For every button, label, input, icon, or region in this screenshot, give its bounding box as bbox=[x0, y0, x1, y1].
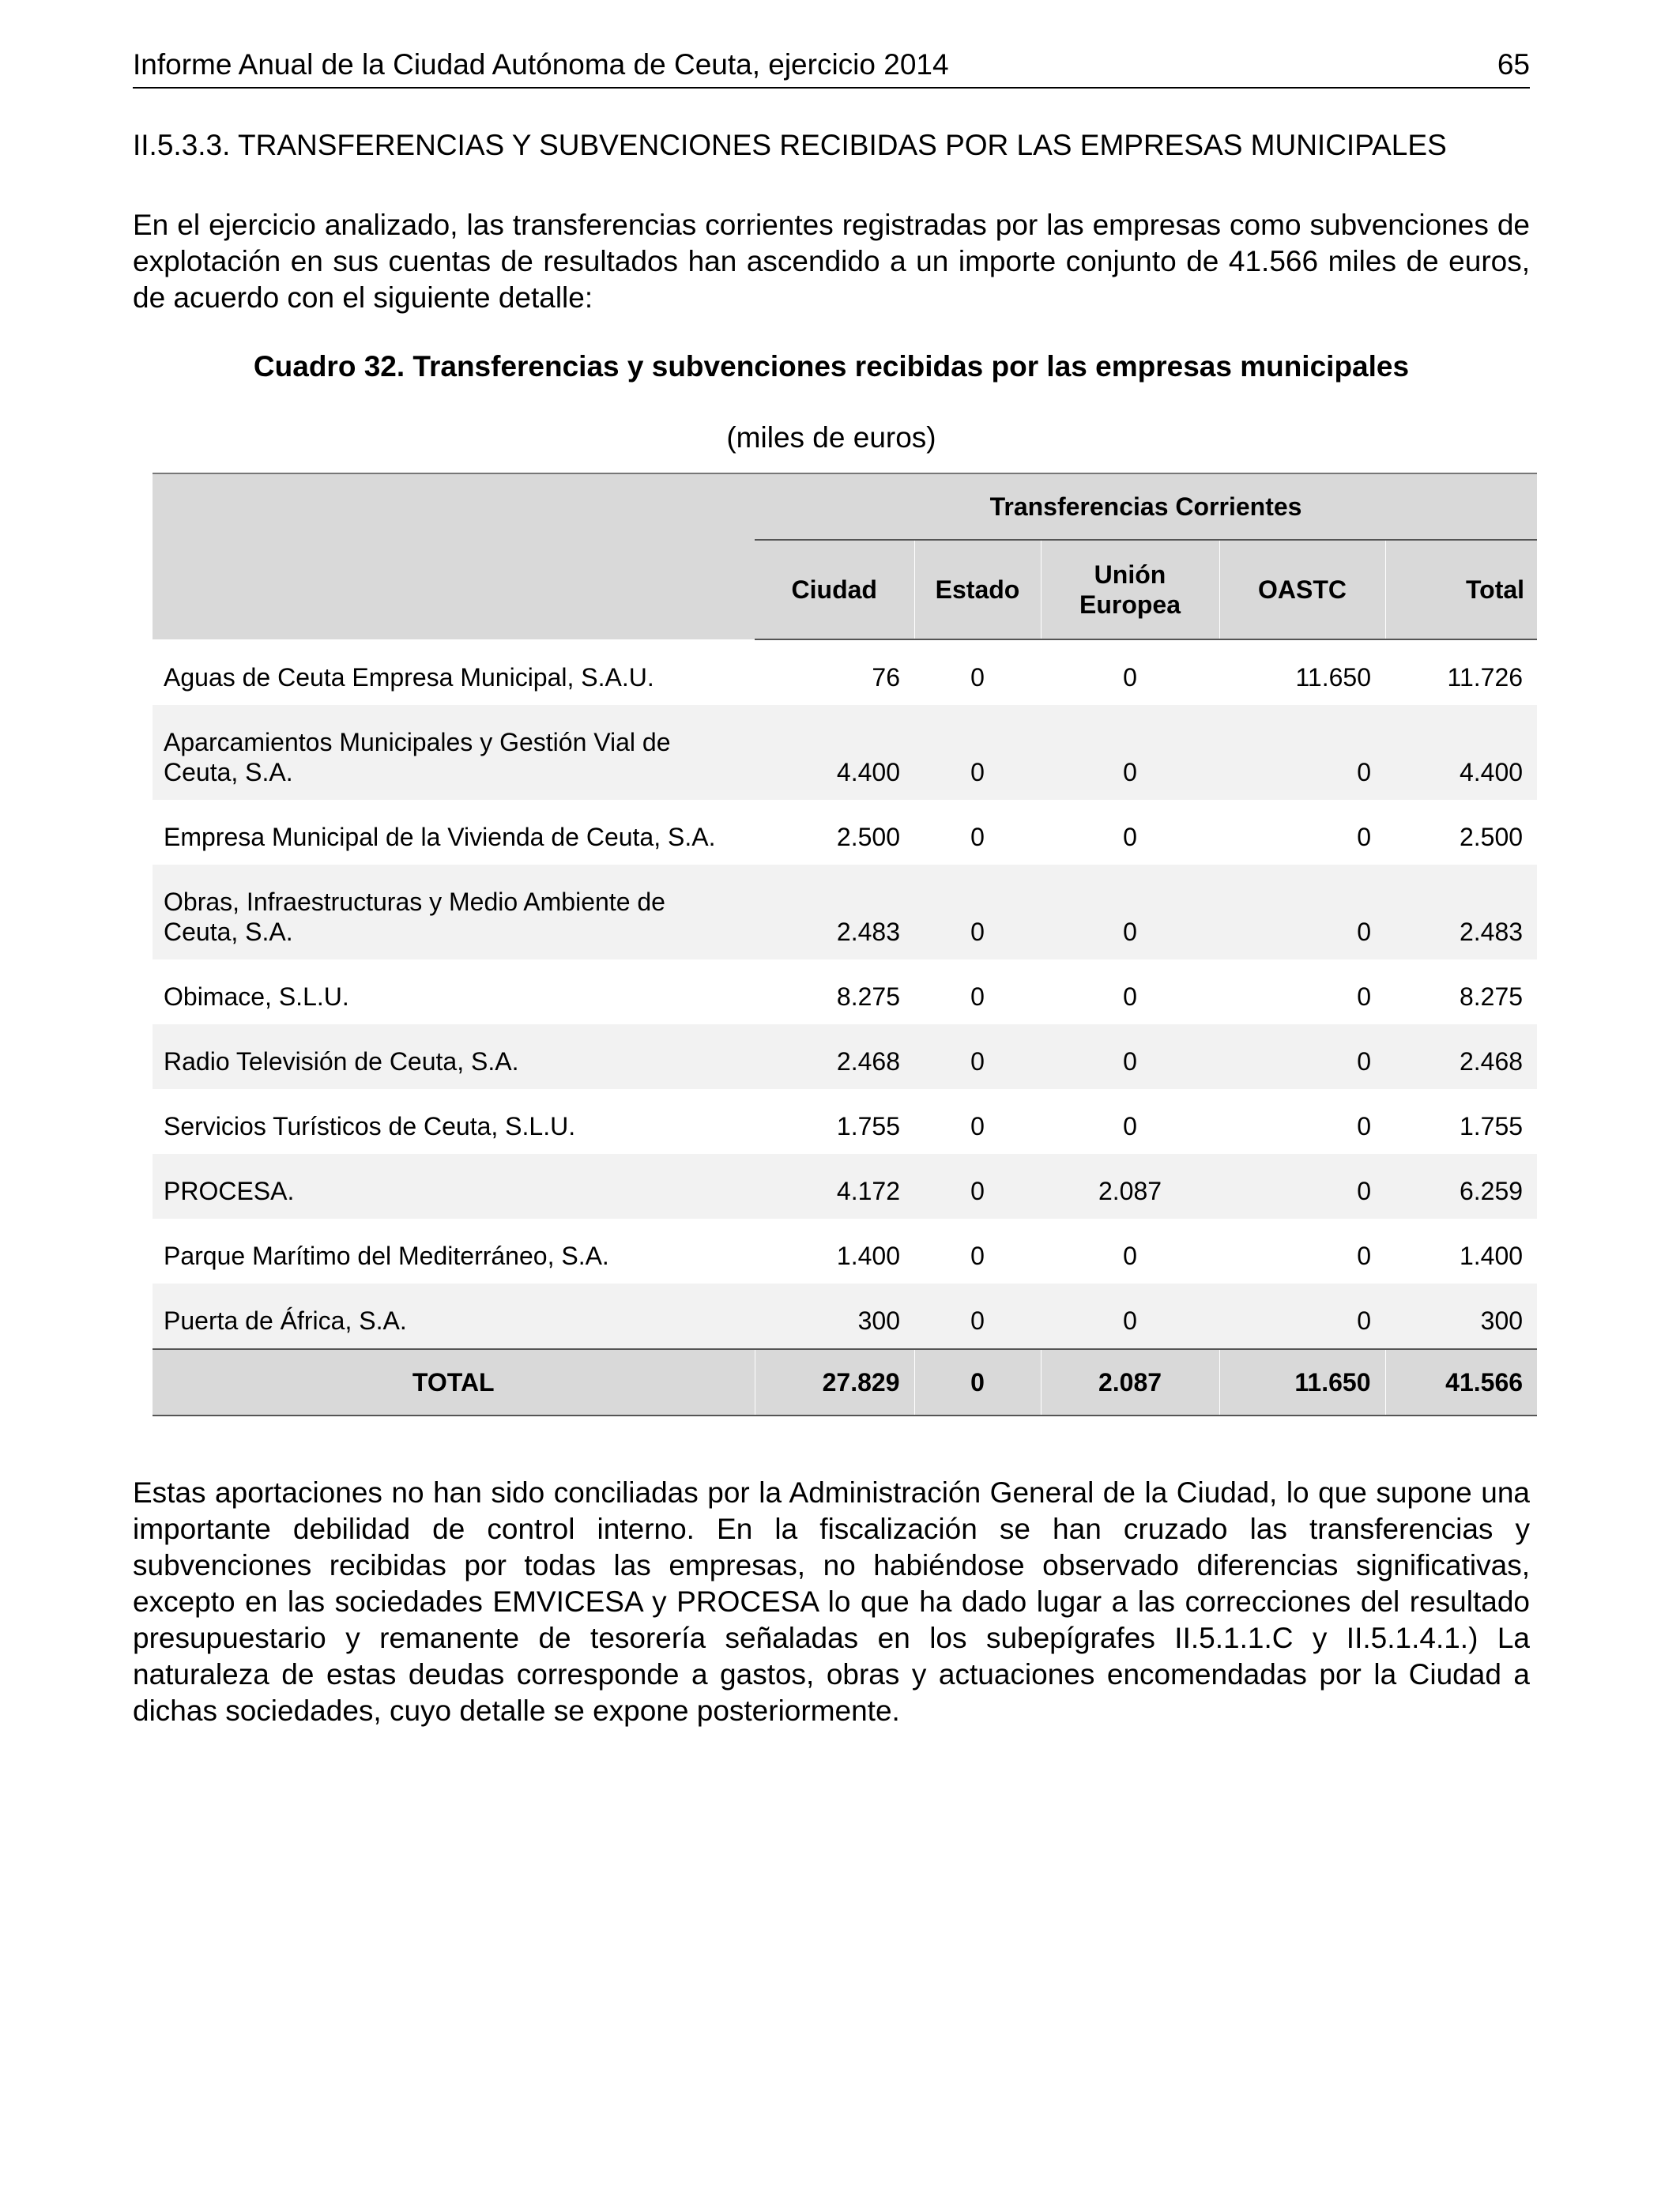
cell-ciudad: 4.400 bbox=[755, 705, 914, 800]
cell-ciudad: 2.468 bbox=[755, 1024, 914, 1089]
cell-oastc: 0 bbox=[1219, 1219, 1385, 1284]
table-caption: Cuadro 32. Transferencias y subvenciones recibidas por las empresas municipales bbox=[253, 350, 1410, 383]
cell-ciudad: 1.755 bbox=[755, 1089, 914, 1154]
table-row bbox=[153, 800, 1537, 865]
running-header bbox=[133, 46, 1530, 89]
cell-union-europea: 0 bbox=[1041, 639, 1219, 705]
cell-estado: 0 bbox=[914, 865, 1041, 959]
total-total: 41.566 bbox=[1385, 1349, 1537, 1416]
cell-oastc: 0 bbox=[1219, 1284, 1385, 1349]
table-row bbox=[153, 639, 1537, 705]
cell-estado: 0 bbox=[914, 1284, 1041, 1349]
row-name: PROCESA. bbox=[153, 1154, 755, 1219]
table-row bbox=[153, 1024, 1537, 1089]
table-row bbox=[153, 959, 1537, 1024]
total-label: TOTAL bbox=[153, 1349, 755, 1416]
cell-ciudad: 1.400 bbox=[755, 1219, 914, 1284]
cell-union-europea: 0 bbox=[1041, 705, 1219, 800]
transfers-table bbox=[153, 473, 1537, 1416]
column-header-ciudad: Ciudad bbox=[755, 540, 914, 639]
cell-ciudad: 2.483 bbox=[755, 865, 914, 959]
cell-union-europea: 0 bbox=[1041, 959, 1219, 1024]
cell-total: 2.468 bbox=[1385, 1024, 1537, 1089]
cell-oastc: 0 bbox=[1219, 800, 1385, 865]
cell-total: 1.400 bbox=[1385, 1219, 1537, 1284]
cell-oastc: 0 bbox=[1219, 1154, 1385, 1219]
column-header-oastc: OASTC bbox=[1219, 540, 1385, 639]
cell-total: 6.259 bbox=[1385, 1154, 1537, 1219]
row-name: Servicios Turísticos de Ceuta, S.L.U. bbox=[153, 1089, 755, 1154]
row-name: Aguas de Ceuta Empresa Municipal, S.A.U. bbox=[153, 639, 755, 705]
row-name: Obimace, S.L.U. bbox=[153, 959, 755, 1024]
cell-union-europea: 0 bbox=[1041, 1024, 1219, 1089]
cell-union-europea: 0 bbox=[1041, 800, 1219, 865]
cell-oastc: 11.650 bbox=[1219, 639, 1385, 705]
cell-estado: 0 bbox=[914, 1089, 1041, 1154]
table-row bbox=[153, 705, 1537, 800]
cell-ciudad: 2.500 bbox=[755, 800, 914, 865]
table-row bbox=[153, 1284, 1537, 1349]
table-row bbox=[153, 1219, 1537, 1284]
cell-ciudad: 300 bbox=[755, 1284, 914, 1349]
cell-estado: 0 bbox=[914, 1219, 1041, 1284]
cell-oastc: 0 bbox=[1219, 705, 1385, 800]
row-name: Radio Televisión de Ceuta, S.A. bbox=[153, 1024, 755, 1089]
cell-estado: 0 bbox=[914, 705, 1041, 800]
cell-total: 1.755 bbox=[1385, 1089, 1537, 1154]
cell-estado: 0 bbox=[914, 800, 1041, 865]
total-ciudad: 27.829 bbox=[755, 1349, 914, 1416]
cell-estado: 0 bbox=[914, 1154, 1041, 1219]
row-name: Obras, Infraestructuras y Medio Ambiente de Ceuta, S.A. bbox=[153, 865, 755, 959]
cell-total: 4.400 bbox=[1385, 705, 1537, 800]
cell-oastc: 0 bbox=[1219, 1089, 1385, 1154]
total-row bbox=[153, 1349, 1537, 1416]
cell-estado: 0 bbox=[914, 1024, 1041, 1089]
closing-paragraph: Estas aportaciones no han sido conciliadas por la Administración General de la Ciudad, lo que supone una importante debilidad de control interno. En la fiscalización se han cruzado las transferencias y subvenciones recibidas por todas las empresas, no habiéndose observado diferencias significativas, excepto en las sociedades EMVICESA y PROCESA lo que ha dado lugar a las correcciones del resultado presupuestario y remanente de tesorería señaladas en los subepígrafes II.5.1.1.C y II.5.1.4.1.) La naturaleza de estas deudas corresponde a gastos, obras y actuaciones encomendadas por la Ciudad a dichas sociedades, cuyo detalle se expone posteriormente. bbox=[133, 1476, 1530, 1727]
row-name: Parque Marítimo del Mediterráneo, S.A. bbox=[153, 1219, 755, 1284]
section-heading: II.5.3.3. TRANSFERENCIAS Y SUBVENCIONES RECIBIDAS POR LAS EMPRESAS MUNICIPALES bbox=[133, 129, 1447, 161]
cell-union-europea: 0 bbox=[1041, 1284, 1219, 1349]
total-union-europea: 2.087 bbox=[1041, 1349, 1219, 1416]
table-row bbox=[153, 1089, 1537, 1154]
table-units: (miles de euros) bbox=[726, 421, 936, 454]
cell-oastc: 0 bbox=[1219, 1024, 1385, 1089]
row-name: Aparcamientos Municipales y Gestión Vial de Ceuta, S.A. bbox=[153, 705, 755, 800]
cell-union-europea: 0 bbox=[1041, 1219, 1219, 1284]
page-number: 65 bbox=[1497, 48, 1530, 81]
group-header: Transferencias Corrientes bbox=[755, 473, 1537, 540]
cell-oastc: 0 bbox=[1219, 959, 1385, 1024]
cell-total: 300 bbox=[1385, 1284, 1537, 1349]
column-header-total: Total bbox=[1385, 540, 1537, 639]
column-header-union-europea: Unión Europea bbox=[1041, 540, 1219, 639]
cell-union-europea: 2.087 bbox=[1041, 1154, 1219, 1219]
total-estado: 0 bbox=[914, 1349, 1041, 1416]
cell-estado: 0 bbox=[914, 959, 1041, 1024]
cell-union-europea: 0 bbox=[1041, 1089, 1219, 1154]
column-header-estado: Estado bbox=[914, 540, 1041, 639]
row-name: Puerta de África, S.A. bbox=[153, 1284, 755, 1349]
table-row bbox=[153, 1154, 1537, 1219]
intro-paragraph: En el ejercicio analizado, las transferencias corrientes registradas por las empresas como subvenciones de explotación en sus cuentas de resultados han ascendido a un importe conjunto de 41.566 miles de euros, de acuerdo con el siguiente detalle: bbox=[133, 209, 1530, 314]
cell-ciudad: 8.275 bbox=[755, 959, 914, 1024]
cell-total: 8.275 bbox=[1385, 959, 1537, 1024]
table-row bbox=[153, 865, 1537, 959]
cell-total: 2.500 bbox=[1385, 800, 1537, 865]
cell-total: 11.726 bbox=[1385, 639, 1537, 705]
cell-estado: 0 bbox=[914, 639, 1041, 705]
report-title: Informe Anual de la Ciudad Autónoma de Ceuta, ejercicio 2014 bbox=[133, 48, 949, 81]
header-blank-cell bbox=[153, 473, 755, 639]
cell-ciudad: 4.172 bbox=[755, 1154, 914, 1219]
total-oastc: 11.650 bbox=[1219, 1349, 1385, 1416]
cell-oastc: 0 bbox=[1219, 865, 1385, 959]
cell-total: 2.483 bbox=[1385, 865, 1537, 959]
cell-union-europea: 0 bbox=[1041, 865, 1219, 959]
cell-ciudad: 76 bbox=[755, 639, 914, 705]
row-name: Empresa Municipal de la Vivienda de Ceuta, S.A. bbox=[153, 800, 755, 865]
